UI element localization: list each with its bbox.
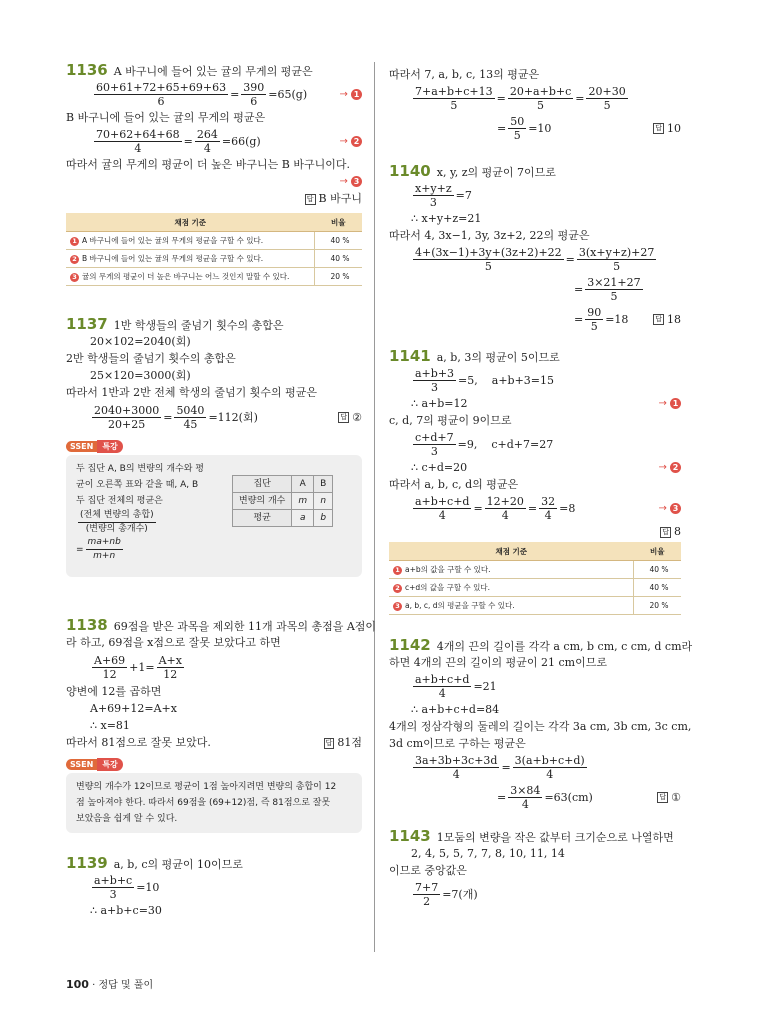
numerator: 264 bbox=[196, 127, 218, 141]
text-line: 따라서 4, 3x−1, 3y, 3z+2, 22의 평균은 bbox=[389, 229, 590, 242]
page-number: 100 bbox=[66, 978, 89, 991]
text-line: 하면 4개의 끈의 길이의 평균이 21 cm이므로 bbox=[389, 656, 607, 669]
answer: 답 18 bbox=[655, 312, 681, 326]
text-line: 이므로 중앙값은 bbox=[389, 864, 467, 877]
numerator: 390 bbox=[243, 80, 265, 94]
right-column bbox=[389, 66, 693, 909]
text-line: ∴ x+y+z=21 bbox=[411, 212, 482, 225]
equation: = $\frac{3\times 21+27}{5}$ bbox=[574, 275, 641, 303]
equation: $\frac{a+b+3}{3}$ =5, a+b+3=15 bbox=[415, 366, 555, 394]
page-footer bbox=[66, 976, 153, 991]
problem-1136 bbox=[66, 62, 362, 286]
text-line: ∴ a+b+c=30 bbox=[90, 904, 162, 917]
denominator: 4 bbox=[203, 141, 211, 155]
equation: $\frac{4+(3x-1)+3y+(3z+2)+22}{5}$ = $\frac{3(x+y+z)+27}{5}$ bbox=[415, 245, 655, 273]
equation: $\frac{a+b+c+d}{4}$ = $\frac{12+20}{4}$ = $\frac{32}{4}$ =8 → 3 bbox=[389, 493, 681, 523]
text-line: A+69+12=A+x bbox=[90, 702, 177, 715]
tip-box-2 bbox=[66, 757, 362, 833]
problem-number: 1136 bbox=[66, 61, 108, 79]
answer: 답 10 bbox=[655, 121, 681, 135]
equation: $\frac{70+62+64+68}{4}$ = $\frac{264}{4}$ =66(g) → 2 bbox=[66, 126, 362, 156]
text-line: 따라서 a, b, c, d의 평균은 bbox=[389, 478, 519, 491]
text-line: c, d, 7의 평균이 9이므로 bbox=[389, 414, 512, 427]
text-line: 2, 4, 5, 5, 7, 7, 8, 10, 11, 14 bbox=[411, 847, 565, 860]
result: =66(g) bbox=[221, 134, 261, 148]
tip-badge: SSEN 특강 bbox=[66, 440, 123, 453]
step-marker: → 3 bbox=[339, 173, 362, 190]
equation: $\frac{60+61+72+65+69+63}{6}$ = $\frac{390}{6}$ =65(g) → 1 bbox=[66, 79, 362, 109]
text-line: 1반 학생들의 줄넘기 횟수의 총합은 bbox=[113, 319, 284, 332]
tip-badge: SSEN 특강 bbox=[66, 758, 123, 771]
equation: $\frac{A+69}{12}$ +1= $\frac{A+x}{12}$ bbox=[94, 653, 182, 681]
problem-number: 1139 bbox=[66, 854, 108, 872]
denominator: 4 bbox=[134, 141, 142, 155]
text-line: 3d cm이므로 구하는 평균은 bbox=[389, 737, 526, 750]
problem-1139: 1139 a, b, c의 평균이 10이므로 $\frac{a+b+c}{3}$ =10 ∴ a+b+c=30 bbox=[66, 855, 362, 919]
text-line: ∴ x=81 bbox=[90, 719, 130, 732]
problem-1140: 1140 x, y, z의 평균이 7이므로 $\frac{x+y+z}{3}$ =7 ∴ x+y+z=21 따라서 4, 3x−1, 3y, 3z+2, 22의 평균은 $\frac{4+(3x-1)+3y+(3z+2)+22}{5}$ = $\frac{3(x+y+z)+27}{5}$ = $\frac{3\times 21+27}{5}$ = $\frac{90}{5}$ =18 답 18 bbox=[389, 162, 681, 333]
numerator: 70+62+64+68 bbox=[96, 127, 180, 141]
denominator: 6 bbox=[157, 94, 165, 108]
text-line: ∴ a+b+c+d=84 bbox=[411, 703, 500, 716]
tip-line: 변량의 개수가 12이므로 평균이 1점 높아지려면 변량의 총합이 12 bbox=[76, 782, 337, 792]
text-line: 20×102=2040(회) bbox=[90, 335, 191, 348]
answer: 답 81점 bbox=[325, 736, 362, 749]
problem-number: 1140 bbox=[389, 162, 431, 180]
text-line: 2반 학생들의 줄넘기 횟수의 총합은 bbox=[66, 352, 236, 365]
tip-line: 보았음을 쉽게 알 수 있다. bbox=[76, 814, 178, 824]
text-line: ∴ c+d=20 → 2 bbox=[389, 459, 681, 476]
text-line: ∴ a+b=12 → 1 bbox=[389, 395, 681, 412]
rubric-header: 채점 기준 bbox=[66, 213, 315, 232]
scoring-rubric: 채점 기준 비율 1 A 바구니에 들어 있는 귤의 무게의 평균을 구할 수 있다. 40 % 2 B 바구니에 들어 있는 귤의 무게의 평균을 구할 수 있다. 40 % 3 귤의 무게의 평균이 더 높은 바구니는 어느 것인지 말할 수 있다. 20 % bbox=[66, 213, 362, 286]
text-line: 따라서 1반과 2반 전체 학생의 줄넘기 횟수의 평균은 bbox=[66, 386, 317, 399]
step-marker: → 2 bbox=[658, 459, 681, 476]
equation: $\frac{7+a+b+c+13}{5}$ = $\frac{20+a+b+c}{5}$ = $\frac{20+30}{5}$ bbox=[415, 84, 626, 112]
answer: 답 ① bbox=[659, 790, 681, 804]
text-line: 25×120=3000(회) bbox=[90, 369, 191, 382]
text-line: 따라서 81점으로 잘못 보았다. 답 81점 bbox=[66, 736, 362, 749]
tip-content bbox=[66, 773, 362, 833]
problem-number: 1143 bbox=[389, 827, 431, 845]
tip-formula: $\frac{\text{(전체 변량의 총합)}}{\text{(변량의 총개수)}}$ bbox=[80, 510, 154, 534]
problem-number: 1138 bbox=[66, 616, 108, 634]
text-line: 따라서 귤의 무게의 평균이 더 높은 바구니는 B 바구니이다. bbox=[66, 158, 350, 171]
tip-line: 균이 오른쪽 표와 같을 때, A, B bbox=[76, 480, 199, 490]
denominator: 6 bbox=[250, 94, 258, 108]
equation: $\frac{x+y+z}{3}$ =7 bbox=[415, 181, 472, 209]
equation: = $\frac{3\times 84}{4}$ =63(cm) 답 ① bbox=[497, 783, 681, 811]
text-line: 양변에 12를 곱하면 bbox=[66, 685, 162, 698]
equation: $\frac{3a+3b+3c+3d}{4}$ = $\frac{3(a+b+c+d)}{4}$ bbox=[415, 753, 585, 781]
equation: $\frac{a+b+c+d}{4}$ =21 bbox=[415, 672, 497, 700]
equation: $\frac{2040+3000}{20+25}$ = $\frac{5040}{45}$ =112(회) 답 ② bbox=[94, 403, 362, 431]
equation: $\frac{a+b+c}{3}$ =10 bbox=[94, 873, 160, 901]
problem-1143: 1143 1모둠의 변량을 작은 값부터 크기순으로 나열하면 2, 4, 5, 5, 7, 7, 8, 10, 11, 14 이므로 중앙값은 $\frac{7+7}{2}$ =7(개) bbox=[389, 828, 681, 909]
equation: $\frac{7+7}{2}$ =7(개) bbox=[415, 880, 478, 908]
step-marker: → 1 bbox=[658, 395, 681, 412]
problem-1141: 1141 a, b, 3의 평균이 5이므로 $\frac{a+b+3}{3}$ =5, a+b+3=15 ∴ a+b=12 → 1 c, d, 7의 평균이 9이므로 $\frac{c+d+7}{3}$ =9, c+d+7=27 ∴ c+d=20 → 2 따라서 a, b, c, d의 평균은 $\frac{a+b+c+d}{4}$ = $\frac{12+20}{4}$ = $\frac{32}{4}$ =8 → 3 답 8 채점 기준 비율 1 a+b의 값을 구할 수 있다. 40 % 2 c+d의 값을 구할 수 있다. 40 % 3 a, b, c, d의 평균을 구할 수 있다. 20 % bbox=[389, 348, 681, 615]
problem-number: 1141 bbox=[389, 347, 431, 365]
tip-line: 점 높아져야 한다. 따라서 69점을 (69+12)점, 즉 81점으로 잘못 bbox=[76, 798, 331, 808]
scoring-rubric: 채점 기준 비율 1 a+b의 값을 구할 수 있다. 40 % 2 c+d의 값을 구할 수 있다. 40 % 3 a, b, c, d의 평균을 구할 수 있다. 20 % bbox=[389, 542, 681, 615]
problem-1139-continued bbox=[389, 66, 681, 143]
answer: 답 8 bbox=[662, 525, 681, 538]
equation: = $\frac{90}{5}$ =18 답 18 bbox=[574, 305, 681, 333]
result: =65(g) bbox=[268, 87, 308, 101]
text-line: 따라서 7, a, b, c, 13의 평균은 bbox=[389, 68, 540, 81]
step-marker: → 3 bbox=[658, 503, 681, 514]
page-label: · 정답 및 풀이 bbox=[92, 980, 154, 991]
step-marker: → 2 bbox=[339, 136, 362, 147]
answer: 답 ② bbox=[340, 410, 362, 424]
tip-box-1 bbox=[66, 439, 362, 577]
equation: = $\frac{50}{5}$ =10 답 10 bbox=[497, 114, 681, 142]
step-marker: → 1 bbox=[339, 89, 362, 100]
left-column bbox=[66, 61, 377, 919]
problem-number: 1137 bbox=[66, 315, 108, 333]
answer: 답 B 바구니 bbox=[306, 192, 362, 205]
text-line: B 바구니에 들어 있는 귤의 무게의 평균은 bbox=[66, 111, 266, 124]
rubric-header: 비율 bbox=[315, 213, 363, 232]
problem-1142: 1142 4개의 끈의 길이를 각각 a cm, b cm, c cm, d cm라 하면 4개의 끈의 길이의 평균이 21 cm이므로 $\frac{a+b+c+d}{4}$ =21 ∴ a+b+c+d=84 4개의 정삼각형의 둘레의 길이는 각각 3a cm, 3b cm, 3c cm, 3d cm이므로 구하는 평균은 $\frac{3a+3b+3c+3d}{4}$ = $\frac{3(a+b+c+d)}{4}$ = $\frac{3\times 84}{4}$ =63(cm) 답 ① bbox=[389, 636, 693, 811]
numerator: 60+61+72+65+69+63 bbox=[96, 80, 227, 94]
problem-1138: 1138 69점을 받은 과목을 제외한 11개 과목의 총점을 A점이 라 하고, 69점을 x점으로 잘못 보았다고 하면 $\frac{A+69}{12}$ +1= $\frac{A+x}{12}$ 양변에 12를 곱하면 A+69+12=A+x ∴ x=81 따라서 81점으로 잘못 보았다. 답 81점 bbox=[66, 616, 377, 749]
tip-formula: = $\frac{ma+nb}{m+n}$ bbox=[76, 537, 121, 561]
tip-line: 두 집단 A, B의 변량의 개수와 평 bbox=[76, 464, 204, 474]
text-line: 라 하고, 69점을 x점으로 잘못 보았다고 하면 bbox=[66, 636, 281, 649]
equation: $\frac{c+d+7}{3}$ =9, c+d+7=27 bbox=[415, 430, 554, 458]
tip-content bbox=[66, 455, 362, 577]
text-line: 4개의 정삼각형의 둘레의 길이는 각각 3a cm, 3b cm, 3c cm, bbox=[389, 720, 692, 733]
problem-number: 1142 bbox=[389, 636, 431, 654]
tip-line: 두 집단 전체의 평균은 bbox=[76, 496, 163, 506]
column-divider bbox=[374, 62, 375, 952]
info-table: 집단 A B 변량의 개수 m n 평균 a b bbox=[232, 475, 333, 527]
problem-1137 bbox=[66, 316, 362, 433]
text-line: A 바구니에 들어 있는 귤의 무게의 평균은 bbox=[113, 65, 313, 78]
